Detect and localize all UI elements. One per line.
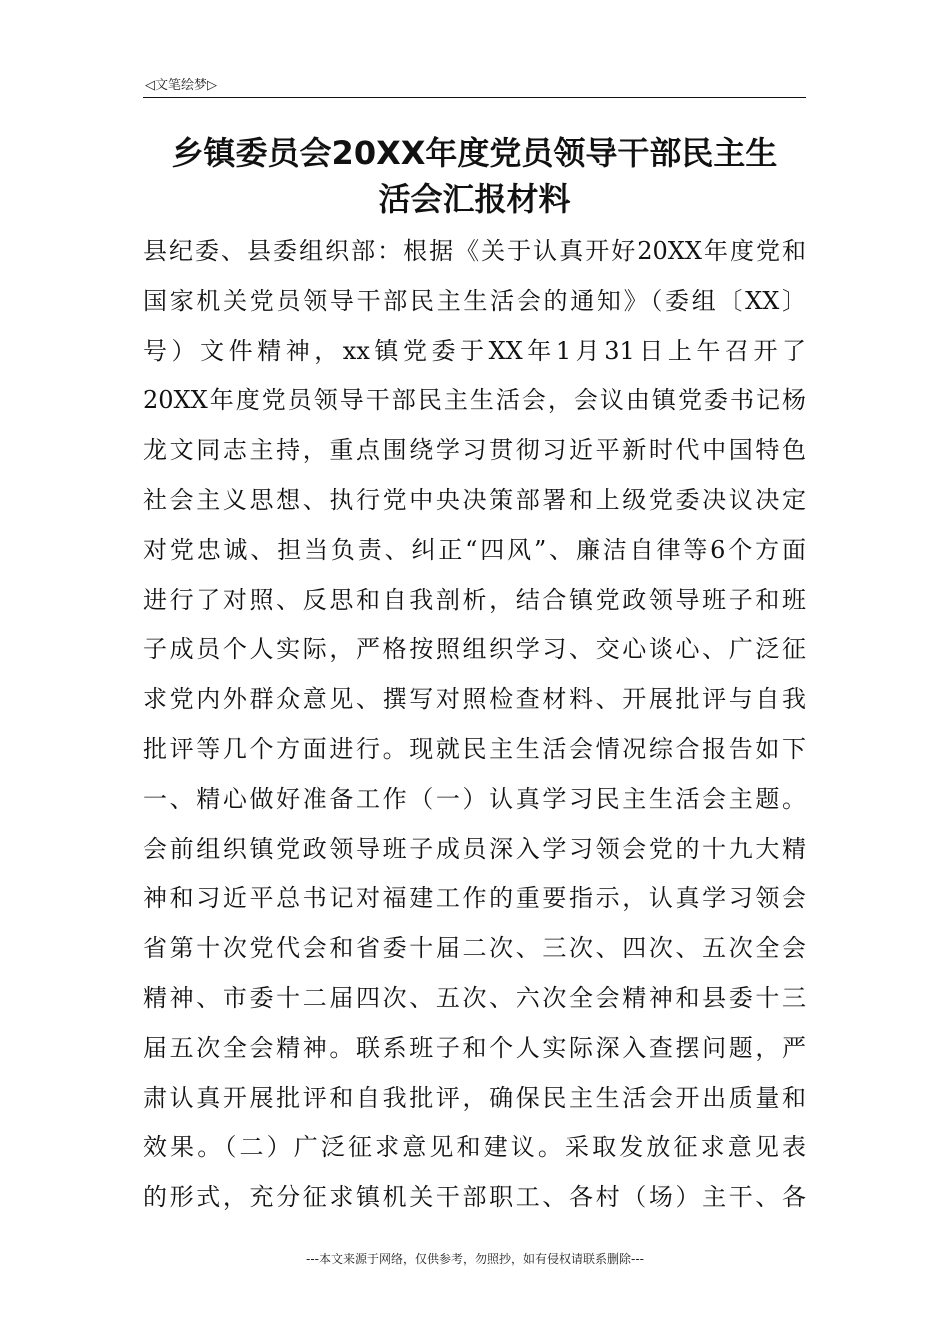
title-line-2: 活会汇报材料 [378, 180, 571, 218]
body-line: 批评等几个方面进行。现就民主生活会情况综合报告如下 [143, 734, 806, 763]
header-divider [143, 97, 806, 98]
body-line: 神和习近平总书记对福建工作的重要指示，认真学习领会 [143, 884, 806, 913]
body-line: 一、精心做好准备工作（一）认真学习民主生活会主题。 [143, 784, 806, 813]
body-line: 届五次全会精神。联系班子和个人实际深入查摆问题，严 [143, 1033, 806, 1062]
body-line: 对党忠诚、担当负责、纠正“四风”、廉洁自律等6个方面 [143, 535, 806, 564]
body-line: 省第十次党代会和省委十届二次、三次、四次、五次全会 [143, 934, 806, 963]
document-body [143, 227, 806, 1223]
body-line: 龙文同志主持，重点围绕学习贯彻习近平新时代中国特色 [143, 436, 806, 465]
body-line: 效果。（二）广泛征求意见和建议。采取发放征求意见表 [143, 1133, 806, 1162]
body-line: 精神、市委十二届四次、五次、六次全会精神和县委十三 [143, 983, 806, 1012]
document-title [143, 130, 806, 222]
header-watermark: ◁文笔绘梦▷ [145, 78, 217, 93]
body-line: 国家机关党员领导干部民主生活会的通知》（委组〔XX〕 [143, 286, 806, 315]
body-line: 号）文件精神，xx镇党委于XX年1月31日上午召开了 [143, 336, 806, 365]
body-line: 进行了对照、反思和自我剖析，结合镇党政领导班子和班 [143, 585, 806, 614]
title-line-1: 乡镇委员会20XX年度党员领导干部民主生 [171, 134, 778, 172]
body-line: 肃认真开展批评和自我批评，确保民主生活会开出质量和 [143, 1083, 806, 1112]
body-line: 的形式，充分征求镇机关干部职工、各村（场）主干、各 [143, 1183, 806, 1212]
body-line: 求党内外群众意见、撰写对照检查材料、开展批评与自我 [143, 685, 806, 714]
body-line: 社会主义思想、执行党中央决策部署和上级党委决议决定 [143, 485, 806, 514]
body-line: 子成员个人实际，严格按照组织学习、交心谈心、广泛征 [143, 635, 806, 664]
body-line: 20XX年度党员领导干部民主生活会，会议由镇党委书记杨 [143, 386, 806, 415]
body-line: 县纪委、县委组织部：根据《关于认真开好20XX年度党和 [143, 237, 806, 265]
body-line: 会前组织镇党政领导班子成员深入学习领会党的十九大精 [143, 834, 806, 863]
footer-disclaimer: ---本文来源于网络，仅供参考，勿照抄，如有侵权请联系删除--- [306, 1252, 644, 1266]
